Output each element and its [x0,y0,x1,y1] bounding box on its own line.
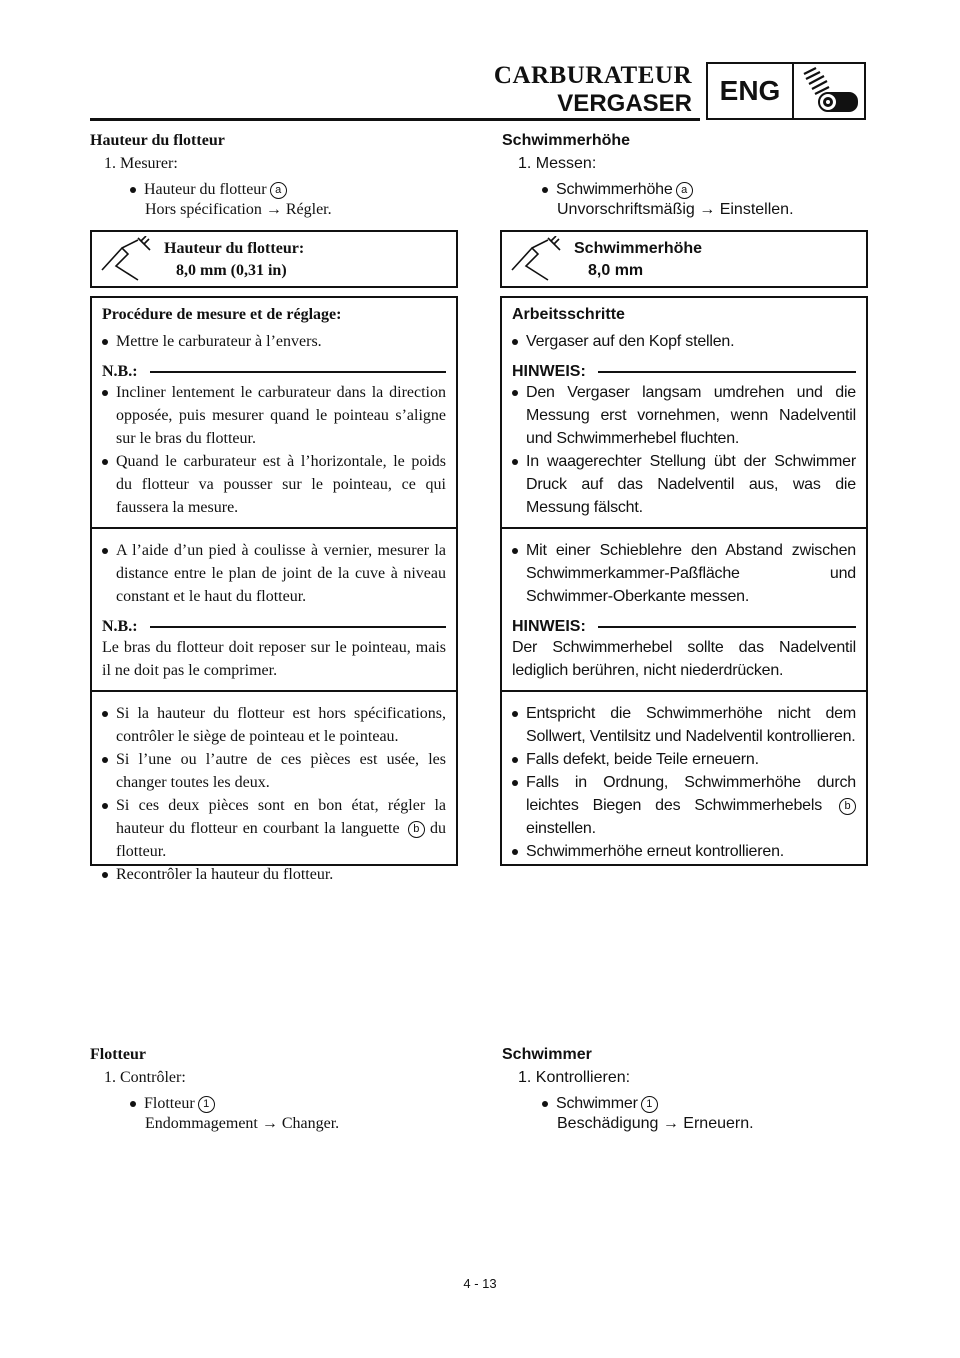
procedure-step-fr: Recontrôler la hauteur du flotteur. [102,863,446,886]
result-fr: Hors spécification → Régler. [145,201,332,218]
note-item-de: In waagerechter Stellung übt der Schwimmer Druck auf das Nadelventil aus, was die Messung fälscht. [512,450,856,519]
note-text-fr: Le bras du flotteur doit reposer sur le pointeau, mais il ne doit pas le comprimer. [102,639,446,679]
note-item-fr: Incliner lentement le carburateur dans la direction opposée, puis mesurer quand le pointeau s’aligne sur le bras du flotteur. [102,381,446,450]
note-label-de: HINWEIS: [512,363,856,381]
procedure-step-fr: Si ces deux pièces sont en bon état, régler la hauteur du flotteur en courbant la languette b du flotteur. [102,794,446,863]
header-rule [90,118,700,121]
divider [502,527,866,529]
item-float-height-de: Schwimmerhöhe a [542,178,693,201]
procedure-box-de [500,296,868,866]
procedure-box-fr [90,296,458,883]
note-item-de: Den Vergaser langsam umdrehen und die Messung erst vornehmen, wenn Nadelventil und Schwimmerhebel fluchten. [512,381,856,450]
section-badge [706,62,866,120]
procedure-step-de: Schwimmerhöhe erneut kontrollieren. [512,840,856,863]
step-measure-fr: 1. Mesurer: [104,155,178,172]
title-fr: CARBURATEUR [493,62,692,89]
step-check-de: 1. Kontrollieren: [518,1069,631,1086]
caliper-icon [98,236,154,289]
spec-text-de: Schwimmerhöhe 8,0 mm [574,240,703,279]
procedure-step-de: Entspricht die Schwimmerhöhe nicht dem Sollwert, Ventilsitz und Nadelventil kontrollieren. [512,702,856,748]
ref-a-icon: a [270,182,287,199]
procedure-step-de: Vergaser auf den Kopf stellen. [512,330,856,353]
result-de: Beschädigung → Erneuern. [557,1115,754,1132]
procedure-step-fr: Mettre le carburateur à l’envers. [102,330,446,353]
item-float-height-fr: Hauteur du flotteur a [130,178,287,201]
spec-box-fr [90,230,458,288]
procedure-step-de: Falls defekt, beide Teile erneuern. [512,748,856,771]
procedure-step-fr: Si la hauteur du flotteur est hors spécifications, contrôler le siège de pointeau et le pointeau. [102,702,446,748]
page-number: 4 - 13 [463,1276,497,1291]
divider [502,690,866,692]
engine-icon [794,64,864,118]
note-item-fr: Quand le carburateur est à l’horizontale, le poids du flotteur va pousser sur le pointeau, ce qui faussera la mesure. [102,450,446,519]
procedure-step-fr: Si l’une ou l’autre de ces pièces est usée, les changer toutes les deux. [102,748,446,794]
caliper-icon [508,236,564,289]
section-title-float-de: Schwimmer [502,1046,592,1063]
procedure-step-fr: A l’aide d’un pied à coulisse à vernier, mesurer la distance entre le plan de joint de la cuve à niveau constant et le haut du flotteur. [102,539,446,608]
ref-a-icon: a [676,182,693,199]
result-fr: Endommagement → Changer. [145,1115,340,1132]
section-title-float-height-de: Schwimmerhöhe [502,132,631,149]
title-de: VERGASER [557,90,692,117]
ref-1-icon: 1 [198,1096,215,1113]
section-badge-label: ENG [708,64,794,118]
ref-b-icon: b [839,798,856,815]
spec-box-de [500,230,868,288]
result-de: Unvorschriftsmäßig → Einstellen. [557,201,794,218]
item-float-de: Schwimmer 1 [542,1092,658,1115]
step-check-fr: 1. Contrôler: [104,1069,186,1086]
note-label-de: HINWEIS: [512,618,856,636]
divider [92,690,456,692]
ref-1-icon: 1 [641,1096,658,1113]
note-label-fr: N.B.: [102,363,446,381]
section-title-float-fr: Flotteur [90,1046,146,1063]
procedure-title-de: Arbeitsschritte [512,306,625,323]
section-title-float-height-fr: Hauteur du flotteur [90,132,225,149]
spec-text-fr: Hauteur du flotteur: 8,0 mm (0,31 in) [164,240,305,279]
procedure-step-de: Mit einer Schieblehre den Abstand zwischen Schwimmerkammer-Paßfläche und Schwimmer-Oberkante messen. [512,539,856,608]
page-title [494,62,692,118]
note-label-fr: N.B.: [102,618,446,636]
note-text-de: Der Schwimmerhebel sollte das Nadelventil lediglich berühren, nicht niederdrücken. [512,639,856,679]
divider [92,527,456,529]
step-measure-de: 1. Messen: [518,155,597,172]
procedure-step-de: Falls in Ordnung, Schwimmerhöhe durch leichtes Biegen des Schwimmerhebels b einstellen. [512,771,856,840]
procedure-title-fr: Procédure de mesure et de réglage: [102,306,342,323]
ref-b-icon: b [408,821,425,838]
item-float-fr: Flotteur 1 [130,1092,215,1115]
